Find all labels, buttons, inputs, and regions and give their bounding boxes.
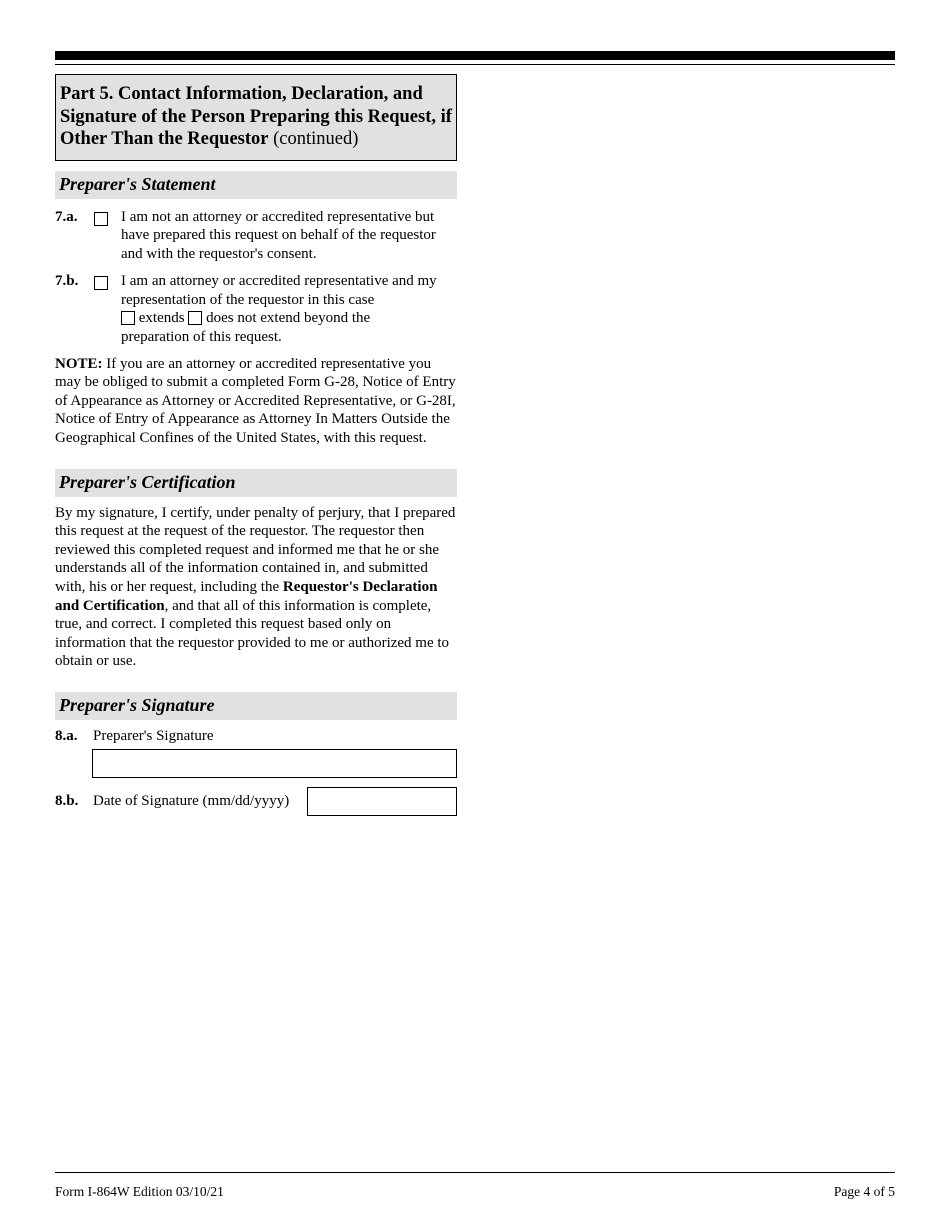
does-not-extend-checkbox[interactable]	[188, 311, 202, 325]
preparers-statement-heading: Preparer's Statement	[55, 171, 457, 199]
extends-label: extends	[138, 310, 185, 327]
note-text: If you are an attorney or accredited representative you may be obliged to submit a completed Form G-28, Notice of Entry of Appearance as Attorney or Accredited Representative, or G-28I, Notice of Entry of Appearance as Attorney In Matters Outside the Geographical Confines of the United States, with this request.	[55, 355, 456, 447]
header-thin-rule	[55, 64, 895, 65]
part-5-header	[55, 74, 457, 161]
certification-text-after: , and that all of this information is complete, true, and correct. I completed this request based only on information that the requestor provided to me or authorized me to obtain or use.	[55, 597, 450, 670]
date-of-signature-field[interactable]	[307, 787, 457, 816]
preparer-signature-field[interactable]	[92, 749, 457, 778]
preparers-certification-heading: Preparer's Certification	[55, 469, 457, 497]
item-7b-text: I am an attorney or accredited representative and my representation of the requestor in this case	[121, 273, 437, 308]
part-5-continued: (continued)	[273, 129, 359, 149]
item-7b-body	[121, 272, 457, 346]
does-not-extend-label: does not extend beyond the	[206, 310, 371, 327]
item-7a-text: I am not an attorney or accredited representative but have prepared this request on behalf of the requestor and with the requestor's consent.	[121, 208, 436, 262]
item-8b-number: 8.b.	[55, 792, 79, 809]
note-paragraph	[55, 355, 457, 448]
certification-text-bold: Requestor's Declaration and Certification	[55, 579, 438, 614]
certification-paragraph	[55, 504, 457, 671]
item-8a-label: Preparer's Signature	[93, 727, 214, 744]
item-7b-checkbox[interactable]	[94, 276, 108, 290]
part-5-title: Part 5. Contact Information, Declaration, and Signature of the Person Preparing this Request, if Other Than the Requestor	[60, 84, 452, 149]
certification-text-before: By my signature, I certify, under penalty of perjury, that I prepared this request at the request of the requestor. The requestor then reviewed this completed request and informed me that he or she understands all of the information contained in, and submitted with, his or her request, including the	[55, 504, 456, 595]
item-7a-checkbox[interactable]	[94, 212, 108, 226]
item-7b-tail: preparation of this request.	[121, 329, 282, 346]
item-8a	[55, 727, 457, 746]
header-thick-rule	[55, 51, 895, 60]
form-column	[55, 74, 457, 816]
preparers-signature-heading: Preparer's Signature	[55, 692, 457, 720]
item-7b-number: 7.b.	[55, 273, 79, 290]
item-7a-number: 7.a.	[55, 208, 78, 225]
footer-rule	[55, 1172, 895, 1173]
item-8b-label: Date of Signature (mm/dd/yyyy)	[93, 792, 290, 809]
item-7a	[55, 208, 457, 264]
extends-checkbox[interactable]	[121, 311, 135, 325]
footer-page-number: Page 4 of 5	[833, 1184, 895, 1199]
footer-form-info: Form I-864W Edition 03/10/21	[55, 1184, 224, 1199]
item-8a-number: 8.a.	[55, 727, 78, 744]
item-8b	[55, 787, 457, 816]
note-label: NOTE:	[55, 355, 103, 372]
item-7b	[55, 272, 457, 346]
